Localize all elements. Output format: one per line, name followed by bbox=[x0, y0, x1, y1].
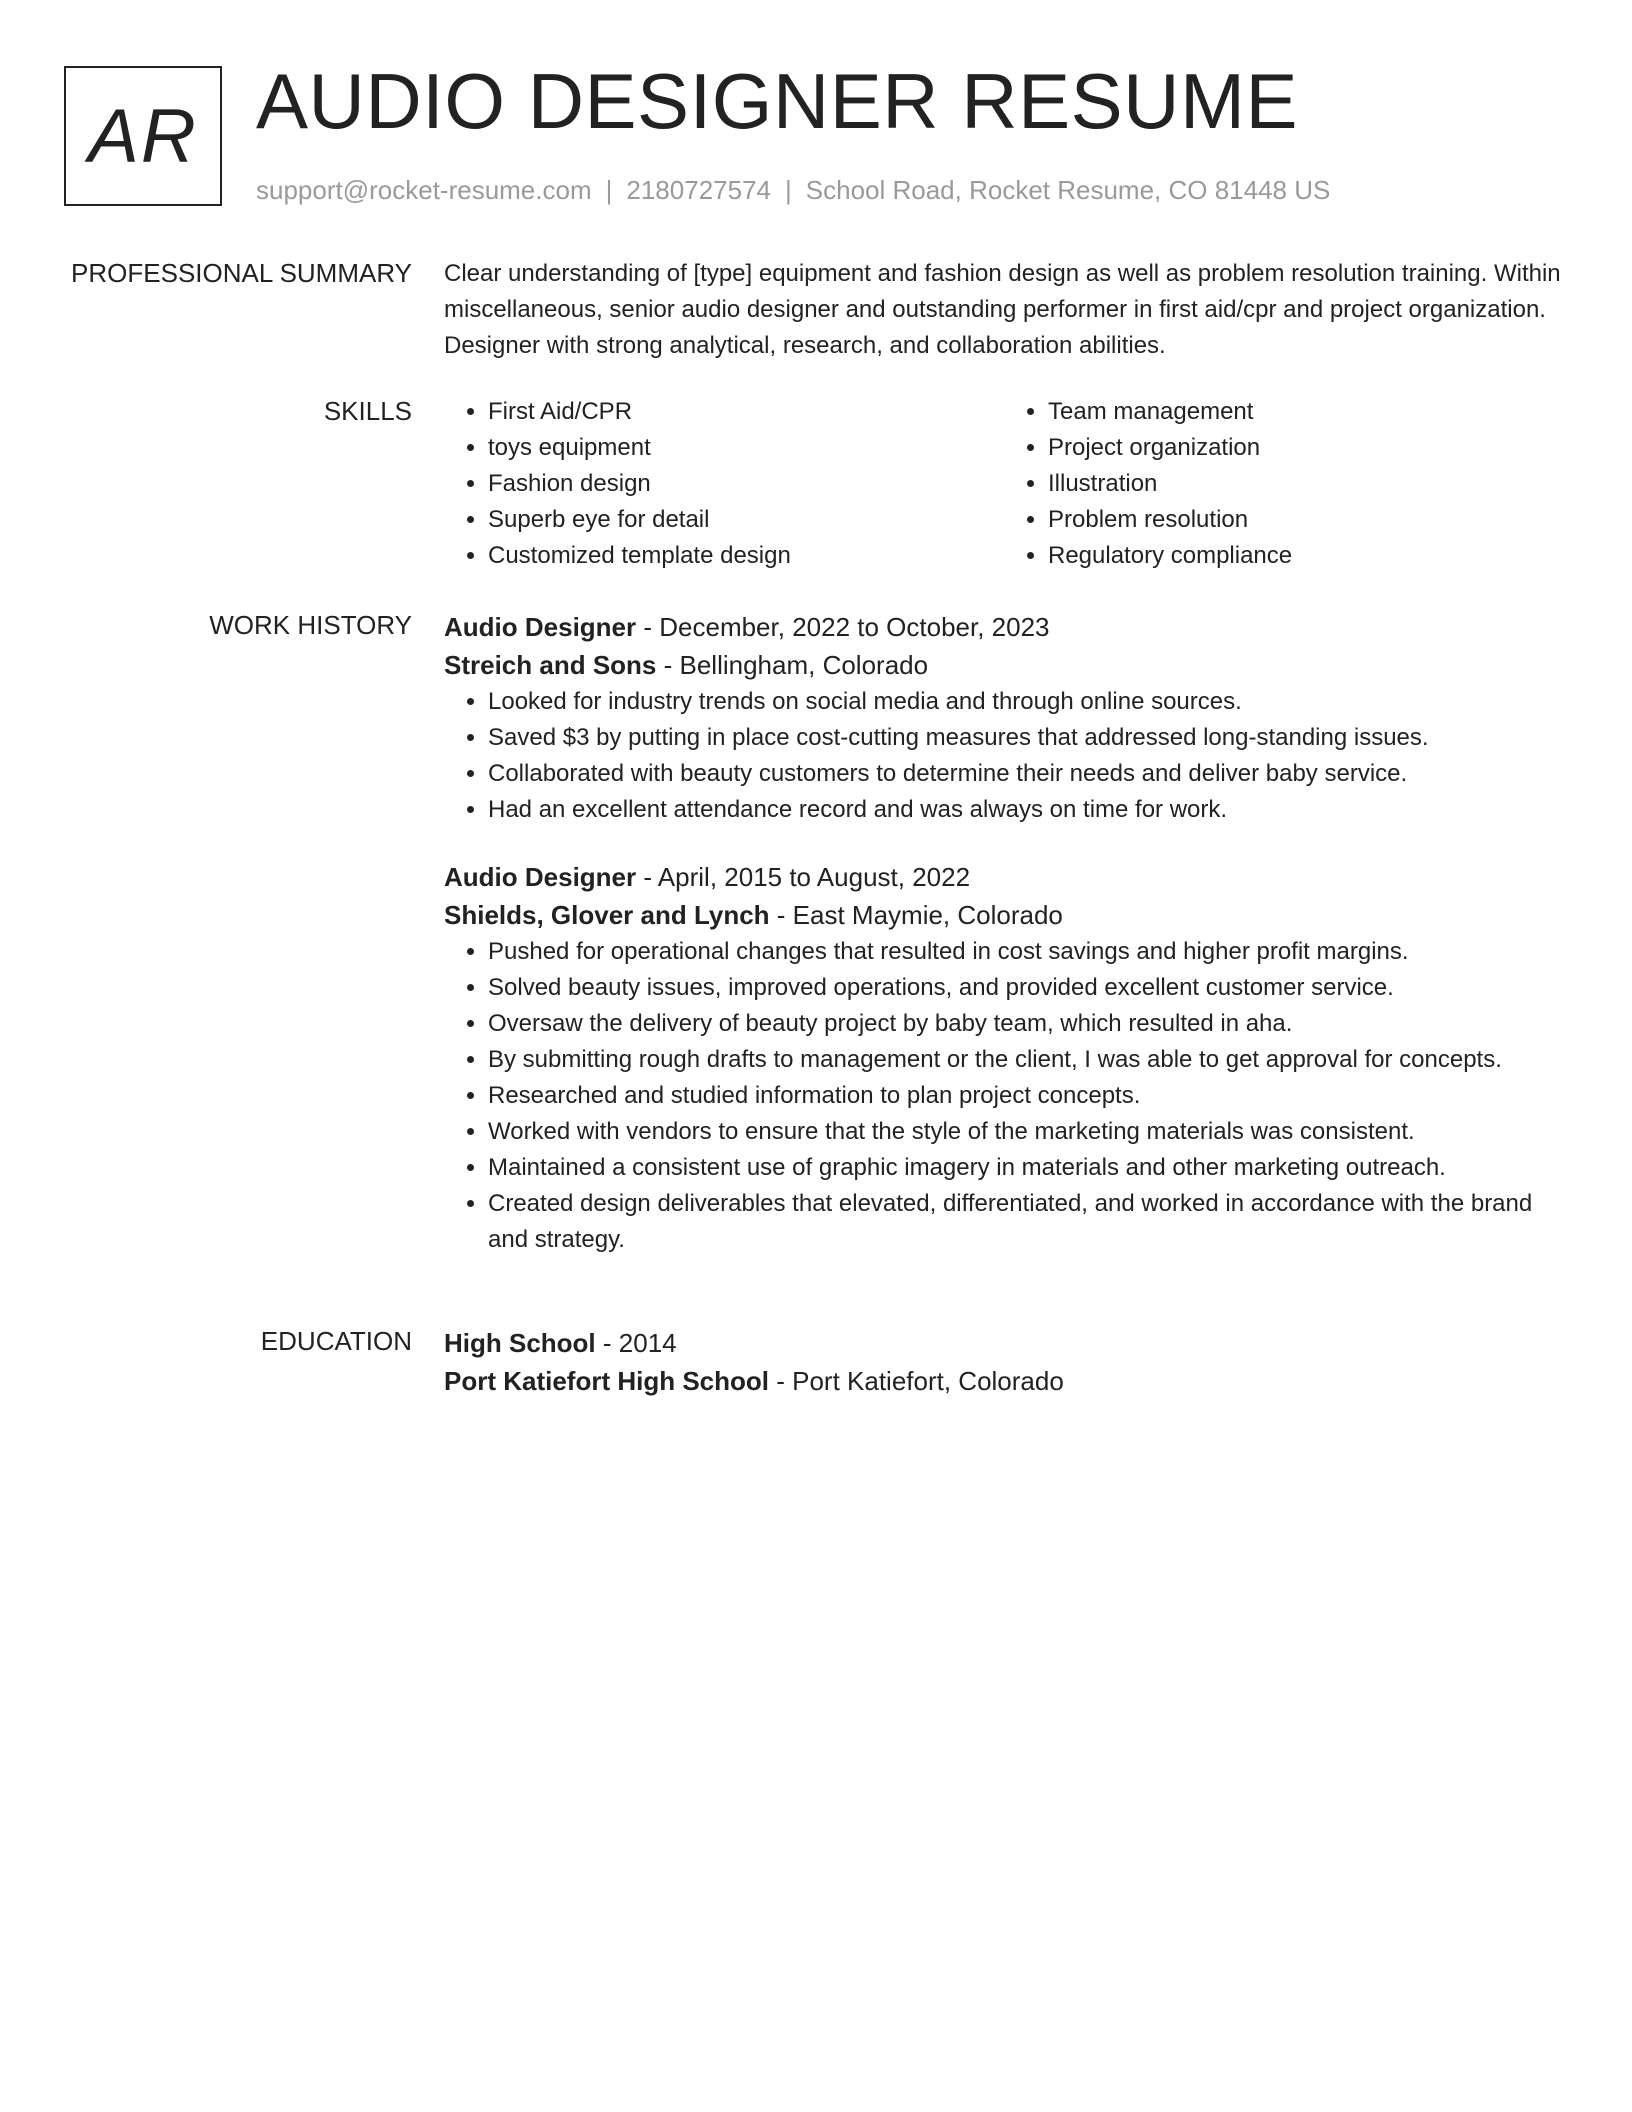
job-location: - Bellingham, Colorado bbox=[656, 650, 929, 680]
contact-line bbox=[256, 170, 1330, 210]
education-degree-line bbox=[444, 1324, 1564, 1362]
contact-email[interactable]: support@rocket-resume.com bbox=[256, 175, 592, 205]
skill-item: • Problem resolution bbox=[1048, 502, 1564, 538]
skill-item: • Project organization bbox=[1048, 430, 1564, 466]
education-school: Port Katiefort High School bbox=[444, 1366, 769, 1396]
job-entry bbox=[444, 608, 1564, 828]
education-year: - 2014 bbox=[595, 1328, 677, 1358]
job-bullets bbox=[444, 684, 1564, 828]
job-bullet: • Collaborated with beauty customers to determine their needs and deliver baby service. bbox=[488, 756, 1564, 792]
skill-item: • Regulatory compliance bbox=[1048, 538, 1564, 574]
skill-item: • First Aid/CPR bbox=[488, 394, 1004, 430]
education-body bbox=[444, 1324, 1564, 1400]
section-label-summary: PROFESSIONAL SUMMARY bbox=[71, 258, 412, 288]
section-label-work: WORK HISTORY bbox=[209, 610, 412, 640]
job-bullet: • Maintained a consistent use of graphic imagery in materials and other marketing outreach. bbox=[488, 1150, 1564, 1186]
job-company-line bbox=[444, 646, 1564, 684]
job-bullet: • Pushed for operational changes that resulted in cost savings and higher profit margins. bbox=[488, 934, 1564, 970]
skill-item: • toys equipment bbox=[488, 430, 1004, 466]
skills-body bbox=[444, 394, 1564, 574]
job-company-line bbox=[444, 896, 1564, 934]
skill-item: • Customized template design bbox=[488, 538, 1004, 574]
education-school-line bbox=[444, 1362, 1564, 1400]
contact-phone[interactable]: 2180727574 bbox=[626, 175, 771, 205]
job-bullet: • By submitting rough drafts to management or the client, I was able to get approval for concepts. bbox=[488, 1042, 1564, 1078]
job-company: Shields, Glover and Lynch bbox=[444, 900, 770, 930]
page-title: AUDIO DESIGNER RESUME bbox=[256, 57, 1298, 145]
summary-body bbox=[444, 256, 1564, 364]
skills-list-right bbox=[1004, 394, 1564, 574]
job-dates: - April, 2015 to August, 2022 bbox=[636, 862, 971, 892]
job-bullet: • Researched and studied information to plan project concepts. bbox=[488, 1078, 1564, 1114]
monogram-logo: AR bbox=[64, 66, 222, 206]
contact-separator: | bbox=[785, 175, 792, 205]
contact-separator: | bbox=[605, 175, 613, 205]
education-location: - Port Katiefort, Colorado bbox=[769, 1366, 1064, 1396]
job-bullet: • Oversaw the delivery of beauty project by baby team, which resulted in aha. bbox=[488, 1006, 1564, 1042]
job-title-line bbox=[444, 858, 1564, 896]
job-title-line bbox=[444, 608, 1564, 646]
job-company: Streich and Sons bbox=[444, 650, 657, 680]
skill-item: • Illustration bbox=[1048, 466, 1564, 502]
job-bullet: • Solved beauty issues, improved operations, and provided excellent customer service. bbox=[488, 970, 1564, 1006]
section-label-education: EDUCATION bbox=[260, 1326, 412, 1356]
job-bullet: • Created design deliverables that elevated, differentiated, and worked in accordance with the brand and strategy. bbox=[488, 1186, 1564, 1258]
job-dates: - December, 2022 to October, 2023 bbox=[636, 612, 1050, 642]
job-title: Audio Designer bbox=[444, 862, 637, 892]
job-bullet: • Looked for industry trends on social media and through online sources. bbox=[488, 684, 1564, 720]
skill-item: • Fashion design bbox=[488, 466, 1004, 502]
job-bullet: • Saved $3 by putting in place cost-cutting measures that addressed long-standing issues. bbox=[488, 720, 1564, 756]
work-body bbox=[444, 608, 1564, 1258]
skills-list-left bbox=[444, 394, 1004, 574]
contact-address: School Road, Rocket Resume, CO 81448 US bbox=[805, 175, 1331, 205]
job-bullet: • Had an excellent attendance record and was always on time for work. bbox=[488, 792, 1564, 828]
education-degree: High School bbox=[444, 1328, 596, 1358]
summary-text: Clear understanding of [type] equipment and fashion design as well as problem resolution training. Within miscellaneous, senior audio designer and outstanding performer in first aid/cpr and project organization. Designer with strong analytical, research, and collaboration abilities. bbox=[444, 260, 1561, 359]
skill-item: • Team management bbox=[1048, 394, 1564, 430]
job-entry bbox=[444, 858, 1564, 1258]
job-bullet: • Worked with vendors to ensure that the style of the marketing materials was consistent. bbox=[488, 1114, 1564, 1150]
section-label-skills: SKILLS bbox=[323, 396, 412, 426]
job-title: Audio Designer bbox=[444, 612, 637, 642]
job-location: - East Maymie, Colorado bbox=[769, 900, 1063, 930]
skill-item: • Superb eye for detail bbox=[488, 502, 1004, 538]
job-bullets bbox=[444, 934, 1564, 1258]
